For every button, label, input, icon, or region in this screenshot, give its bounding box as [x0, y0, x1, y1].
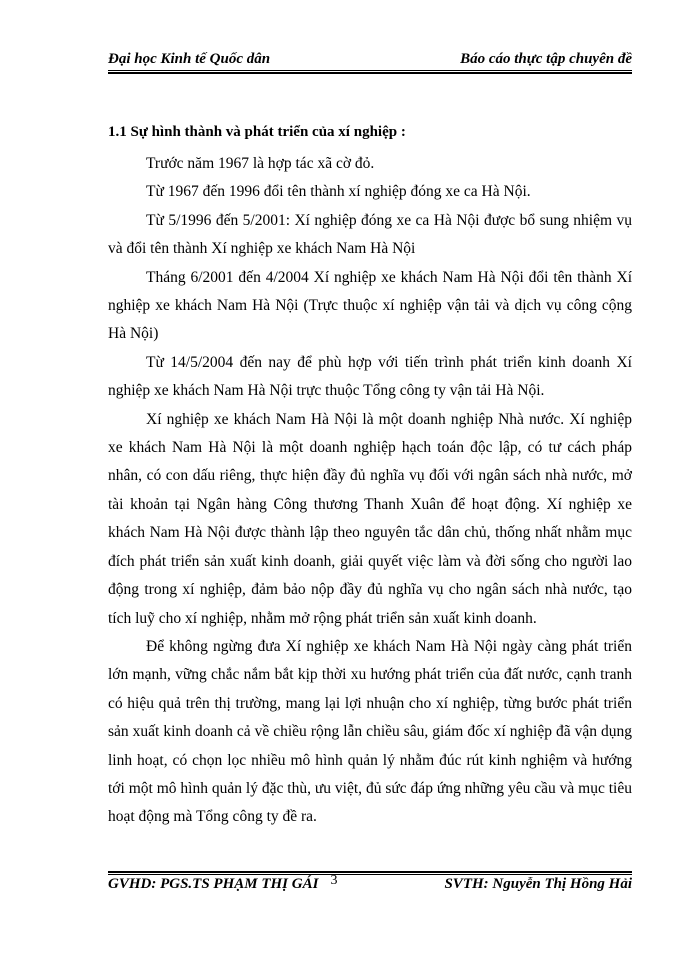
page-header: [108, 46, 632, 68]
header-report-title: Báo cáo thực tập chuyên đề: [460, 51, 632, 67]
paragraph: Từ 14/5/2004 đến nay để phù hợp với tiến trình phát triển kinh doanh Xí nghiệp xe khách Nam Hà Nội trực thuộc Tổng công ty vận tải Hà Nội.: [108, 353, 632, 400]
paragraph: Xí nghiệp xe khách Nam Hà Nội là một doanh nghiệp Nhà nước. Xí nghiệp xe khách Nam Hà Nội là một doanh nghiệp hạch toán độc lập, có tư cách pháp nhân, có con dấu riêng, thực hiện đầy đủ nghĩa vụ đối với ngân sách nhà nước, mở tài khoản tại Ngân hàng Công thương Thanh Xuân để hoạt động. Xí nghiệp xe khách Nam Hà Nội được thành lập theo nguyên tắc dân chủ, thống nhất nhằm mục đích phát triển sản xuất kinh doanh, giải quyết việc làm và đời sống cho người lao động trong xí nghiệp, đảm bảo nộp đầy đủ nghĩa vụ cho ngân sách nhà nước, tạo tích luỹ cho xí nghiệp, nhằm mở rộng phát triển sản xuất kinh doanh.: [108, 410, 632, 627]
footer-left-group: [108, 873, 338, 893]
page-footer: [108, 873, 632, 898]
footer-student: SVTH: Nguyễn Thị Hồng Hải: [444, 876, 632, 892]
paragraph: Từ 5/1996 đến 5/2001: Xí nghiệp đóng xe ca Hà Nội được bổ sung nhiệm vụ và đổi tên thành Xí nghiệp xe khách Nam Hà Nội: [108, 211, 632, 258]
section-heading: 1.1 Sự hình thành và phát triển của xí nghiệp :: [108, 124, 406, 140]
paragraph: Để không ngừng đưa Xí nghiệp xe khách Nam Hà Nội ngày càng phát triển lớn mạnh, vững chắc nắm bắt kịp thời xu hướng phát triển của đất nước, cạnh tranh có hiệu quả trên thị trường, mang lại lợi nhuận cho xí nghiệp, từng bước phát triển sản xuất kinh doanh cả về chiều rộng lẫn chiều sâu, giám đốc xí nghiệp đã vận dụng linh hoạt, có chọn lọc nhiều mô hình quản lý nhằm đúc rút kinh nghiệm và hướng tới một mô hình quản lý đặc thù, ưu việt, đủ sức đáp ứng những yêu cầu và mục tiêu hoạt động mà Tổng công ty đề ra.: [108, 637, 632, 826]
paragraph: Trước năm 1967 là hợp tác xã cờ đỏ.: [146, 155, 375, 172]
footer-divider: [108, 871, 632, 875]
header-university: Đại học Kinh tế Quốc dân: [108, 51, 271, 67]
footer-supervisor: GVHD: PGS.TS PHẠM THỊ GÁI: [108, 876, 319, 892]
header-divider: [108, 70, 632, 74]
paragraph: Từ 1967 đến 1996 đổi tên thành xí nghiệp đóng xe ca Hà Nội.: [146, 183, 531, 201]
page-number: 3: [330, 873, 338, 888]
body-text: [108, 150, 632, 832]
paragraph: Tháng 6/2001 đến 4/2004 Xí nghiệp xe khách Nam Hà Nội đổi tên thành Xí nghiệp xe khách Nam Hà Nội (Trực thuộc xí nghiệp vận tải và dịch vụ công cộng Hà Nội): [108, 268, 632, 343]
